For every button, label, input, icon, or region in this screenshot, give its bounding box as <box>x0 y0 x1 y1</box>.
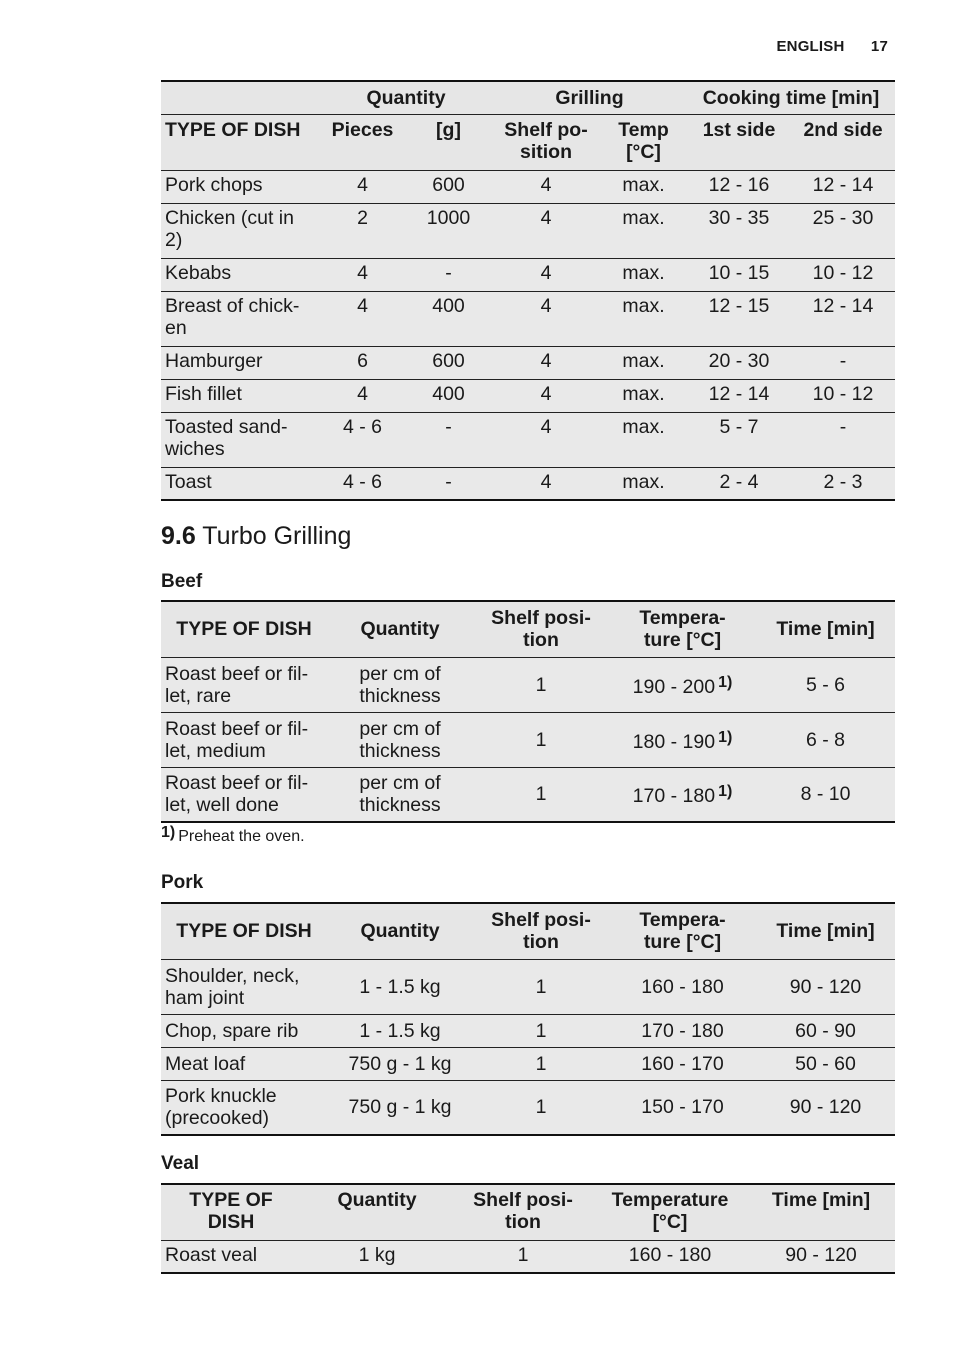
cell-value: max. <box>622 206 665 229</box>
cell-tempera-ture-c <box>609 767 756 822</box>
dish-name <box>161 346 320 379</box>
footnote-text: Preheat the oven. <box>178 828 305 845</box>
cell-temp-c <box>600 203 687 258</box>
dish-name <box>161 712 327 767</box>
cell-value: max. <box>622 261 665 284</box>
cell-value: Breast of chick- en <box>165 294 300 339</box>
cell-time-min <box>756 1014 895 1047</box>
cell-value: 180 - 190 <box>632 730 716 753</box>
cell-g <box>405 379 492 412</box>
footnote-marker: 1) <box>718 783 733 801</box>
dish-name <box>161 1240 301 1273</box>
cell-value: Chicken (cut in 2) <box>165 206 294 251</box>
cell-value: 1 <box>535 1052 547 1075</box>
cell-temp-c <box>600 412 687 467</box>
cell-2nd-side <box>791 291 895 346</box>
cell-value: 90 - 120 <box>789 1096 862 1119</box>
column-header-pieces: Pieces <box>320 114 405 170</box>
cell-value: 12 - 16 <box>708 173 770 196</box>
cell-value: 10 - 12 <box>812 382 874 405</box>
column-header-shelf-posi-tion: Shelf posi- tion <box>473 601 609 657</box>
table-row <box>161 467 895 500</box>
cell-value: 4 <box>357 173 368 196</box>
cell-shelf-po-sition <box>492 291 600 346</box>
cell-value: 4 <box>540 382 552 405</box>
column-header-tempera-ture-c: Tempera- ture [°C] <box>609 601 756 657</box>
column-header-shelf-po-sition: Shelf po- sition <box>492 114 600 170</box>
cell-quantity <box>301 1240 453 1273</box>
language-label: ENGLISH <box>776 38 845 55</box>
column-header-shelf-posi-tion: Shelf posi- tion <box>453 1184 593 1240</box>
cell-temp-c <box>600 170 687 203</box>
cell-quantity <box>327 657 473 712</box>
cell-value: 4 <box>540 261 552 284</box>
cell-shelf-posi-tion <box>473 1014 609 1047</box>
section-name: Turbo Grilling <box>202 522 352 550</box>
cell-value: 600 <box>432 173 465 196</box>
cell-value: Roast veal <box>165 1243 258 1266</box>
column-header-quantity: Quantity <box>327 903 473 959</box>
cell-tempera-ture-c <box>609 657 756 712</box>
table-row <box>161 346 895 379</box>
cell-value: 90 - 120 <box>785 1243 857 1266</box>
cell-value: 25 - 30 <box>812 206 874 229</box>
cell-value: Toasted sand- wiches <box>165 415 288 460</box>
cell-time-min <box>756 1080 895 1135</box>
cell-1st-side <box>687 291 791 346</box>
cell-value: max. <box>622 415 665 438</box>
header-quantity: Quantity <box>320 81 492 114</box>
cell-g <box>405 346 492 379</box>
cell-value: Chop, spare rib <box>165 1019 299 1042</box>
cell-value: 4 <box>540 470 552 493</box>
dish-name <box>161 467 320 500</box>
cell-pieces <box>320 412 405 467</box>
cell-value: 1 <box>535 1096 547 1119</box>
column-header-time-min: Time [min] <box>756 903 895 959</box>
cell-value: 12 - 14 <box>812 173 874 196</box>
cell-1st-side <box>687 379 791 412</box>
column-header-tempera-ture-c: Tempera- ture [°C] <box>609 903 756 959</box>
veal-title: Veal <box>161 1153 200 1174</box>
cell-1st-side <box>687 258 791 291</box>
cell-value: Pork knuckle (precooked) <box>165 1085 277 1130</box>
cell-value: 600 <box>432 349 465 372</box>
section-title <box>161 522 351 551</box>
cell-value: 1 <box>535 1019 547 1042</box>
cell-time-min <box>747 1240 895 1273</box>
column-header-1st-side: 1st side <box>687 114 791 170</box>
cell-time-min <box>756 657 895 712</box>
cell-2nd-side <box>791 412 895 467</box>
cell-shelf-posi-tion <box>473 959 609 1014</box>
cell-1st-side <box>687 346 791 379</box>
column-header-time-min: Time [min] <box>756 601 895 657</box>
table-row <box>161 291 895 346</box>
cell-value: 5 - 6 <box>805 673 846 696</box>
cell-value: 150 - 170 <box>641 1096 724 1119</box>
cell-value: 6 - 8 <box>805 728 846 751</box>
cell-quantity <box>327 767 473 822</box>
cell-value: 1 <box>535 673 547 696</box>
cell-value: 1 - 1.5 kg <box>359 1019 441 1042</box>
footnote-marker: 1) <box>718 728 733 746</box>
column-header-type-of-dish: TYPE OF DISH <box>161 1184 301 1240</box>
dish-name <box>161 203 320 258</box>
cell-tempera-ture-c <box>609 959 756 1014</box>
cell-1st-side <box>687 467 791 500</box>
cell-pieces <box>320 467 405 500</box>
cell-g <box>405 412 492 467</box>
cell-value: Fish fillet <box>165 382 242 405</box>
cell-shelf-po-sition <box>492 203 600 258</box>
cell-1st-side <box>687 170 791 203</box>
cell-pieces <box>320 379 405 412</box>
cell-temp-c <box>600 379 687 412</box>
cell-temp-c <box>600 258 687 291</box>
page-number: 17 <box>870 38 888 55</box>
cell-value: 6 <box>357 349 368 372</box>
cell-value: - <box>839 415 847 438</box>
cell-value: - <box>839 349 847 372</box>
page-header <box>776 38 888 55</box>
column-header-temp-c: Temp [°C] <box>600 114 687 170</box>
cell-g <box>405 291 492 346</box>
cell-1st-side <box>687 203 791 258</box>
cell-value: 1 <box>517 1243 529 1266</box>
cell-g <box>405 258 492 291</box>
table-row <box>161 379 895 412</box>
cell-value: max. <box>622 470 665 493</box>
cell-time-min <box>756 959 895 1014</box>
dish-name <box>161 959 327 1014</box>
cell-value: 5 - 7 <box>719 415 759 438</box>
cell-value: max. <box>622 382 665 405</box>
cell-value: max. <box>622 173 665 196</box>
cell-shelf-po-sition <box>492 170 600 203</box>
column-header-g: [g] <box>405 114 492 170</box>
cell-value: 160 - 180 <box>628 1243 712 1266</box>
cell-value: 190 - 200 <box>632 675 716 698</box>
cell-value: 4 <box>540 173 552 196</box>
cell-value: - <box>445 415 452 438</box>
cell-shelf-po-sition <box>492 467 600 500</box>
cell-quantity <box>327 1080 473 1135</box>
cell-value: - <box>445 470 452 493</box>
dish-name <box>161 1080 327 1135</box>
table-row <box>161 258 895 291</box>
cell-value: 4 <box>357 294 368 317</box>
dish-name <box>161 657 327 712</box>
table-row <box>161 959 895 1014</box>
cell-value: 750 g - 1 kg <box>348 1052 452 1075</box>
table-row <box>161 712 895 767</box>
cell-quantity <box>327 1014 473 1047</box>
cell-value: 20 - 30 <box>708 349 770 372</box>
column-header-temperature-c: Temperature [°C] <box>593 1184 747 1240</box>
column-header-quantity: Quantity <box>301 1184 453 1240</box>
table-row <box>161 1047 895 1080</box>
cell-value: 8 - 10 <box>800 783 851 806</box>
cell-shelf-posi-tion <box>473 657 609 712</box>
column-header-time-min: Time [min] <box>747 1184 895 1240</box>
cell-pieces <box>320 291 405 346</box>
cell-quantity <box>327 1047 473 1080</box>
beef-table <box>161 600 895 823</box>
cell-value: 2 - 3 <box>823 470 863 493</box>
cell-quantity <box>327 712 473 767</box>
table-row <box>161 203 895 258</box>
cell-temperature-c <box>593 1240 747 1273</box>
table-row <box>161 1014 895 1047</box>
dish-name <box>161 258 320 291</box>
column-header-type-of-dish: TYPE OF DISH <box>161 114 320 170</box>
cell-value: 4 <box>540 415 552 438</box>
cell-2nd-side <box>791 170 895 203</box>
cell-pieces <box>320 346 405 379</box>
beef-title: Beef <box>161 571 203 592</box>
column-header-quantity: Quantity <box>327 601 473 657</box>
cell-value: 400 <box>432 294 465 317</box>
cell-value: 2 - 4 <box>719 470 759 493</box>
cell-g <box>405 203 492 258</box>
dish-name <box>161 412 320 467</box>
cell-pieces <box>320 170 405 203</box>
column-header-2nd-side: 2nd side <box>791 114 895 170</box>
table-row <box>161 412 895 467</box>
cell-value: per cm of thickness <box>359 717 441 762</box>
cell-value: Roast beef or fil- let, medium <box>165 717 309 762</box>
cell-2nd-side <box>791 203 895 258</box>
header-cooking-time: Cooking time [min] <box>687 81 895 114</box>
cell-value: Shoulder, neck, ham joint <box>165 964 300 1009</box>
cell-value: 4 <box>540 294 552 317</box>
cell-value: 4 <box>357 382 368 405</box>
cell-g <box>405 467 492 500</box>
cell-value: 1000 <box>426 206 471 229</box>
cell-time-min <box>756 767 895 822</box>
cell-value: 4 <box>540 349 552 372</box>
cell-time-min <box>756 712 895 767</box>
footnote <box>161 824 305 846</box>
table-row <box>161 1240 895 1273</box>
cell-value: 160 - 180 <box>641 975 724 998</box>
cell-value: 4 - 6 <box>342 415 383 438</box>
cell-value: 160 - 170 <box>641 1052 724 1075</box>
cell-time-min <box>756 1047 895 1080</box>
cell-value: 60 - 90 <box>795 1019 856 1042</box>
cell-temp-c <box>600 467 687 500</box>
cell-value: 4 - 6 <box>342 470 383 493</box>
cell-tempera-ture-c <box>609 1047 756 1080</box>
cell-value: Hamburger <box>165 349 263 372</box>
footnote-mark: 1) <box>161 824 176 841</box>
header-empty <box>161 81 320 114</box>
cell-tempera-ture-c <box>609 1080 756 1135</box>
cell-value: 170 - 180 <box>632 785 716 808</box>
dish-name <box>161 291 320 346</box>
table-row <box>161 657 895 712</box>
cell-shelf-po-sition <box>492 412 600 467</box>
grilling-table <box>161 80 895 501</box>
cell-value: 12 - 14 <box>812 294 874 317</box>
cell-2nd-side <box>791 346 895 379</box>
cell-temp-c <box>600 346 687 379</box>
cell-2nd-side <box>791 467 895 500</box>
cell-value: 50 - 60 <box>795 1052 856 1075</box>
dish-name <box>161 767 327 822</box>
footnote-marker: 1) <box>718 673 733 691</box>
pork-title: Pork <box>161 872 204 893</box>
cell-value: 750 g - 1 kg <box>348 1096 452 1119</box>
cell-quantity <box>327 959 473 1014</box>
cell-shelf-po-sition <box>492 379 600 412</box>
cell-shelf-posi-tion <box>473 712 609 767</box>
table-row <box>161 1080 895 1135</box>
column-header-shelf-posi-tion: Shelf posi- tion <box>473 903 609 959</box>
cell-value: 4 <box>357 261 368 284</box>
cell-shelf-posi-tion <box>473 1047 609 1080</box>
cell-value: per cm of thickness <box>359 772 441 817</box>
cell-value: 1 <box>535 975 547 998</box>
cell-value: 4 <box>540 206 552 229</box>
cell-value: 170 - 180 <box>641 1019 724 1042</box>
cell-value: 400 <box>432 382 465 405</box>
veal-table <box>161 1183 895 1274</box>
cell-1st-side <box>687 412 791 467</box>
cell-tempera-ture-c <box>609 1014 756 1047</box>
cell-value: Pork chops <box>165 173 263 196</box>
cell-2nd-side <box>791 379 895 412</box>
cell-value: 90 - 120 <box>789 975 862 998</box>
cell-value: max. <box>622 294 665 317</box>
dish-name <box>161 1014 327 1047</box>
cell-value: per cm of thickness <box>359 662 441 707</box>
cell-shelf-po-sition <box>492 258 600 291</box>
cell-value: 30 - 35 <box>708 206 770 229</box>
cell-shelf-posi-tion <box>473 767 609 822</box>
cell-value: 2 <box>357 206 368 229</box>
dish-name <box>161 379 320 412</box>
column-header-type-of-dish: TYPE OF DISH <box>161 601 327 657</box>
cell-value: Roast beef or fil- let, rare <box>165 662 309 707</box>
cell-pieces <box>320 258 405 291</box>
cell-value: 1 kg <box>358 1243 396 1266</box>
cell-value: 1 <box>535 783 547 806</box>
cell-shelf-po-sition <box>492 346 600 379</box>
cell-shelf-posi-tion <box>473 1080 609 1135</box>
cell-value: - <box>445 261 452 284</box>
cell-value: 10 - 15 <box>708 261 770 284</box>
column-header-type-of-dish: TYPE OF DISH <box>161 903 327 959</box>
cell-value: 12 - 14 <box>708 382 770 405</box>
pork-table <box>161 902 895 1136</box>
cell-value: 10 - 12 <box>812 261 874 284</box>
table-row <box>161 767 895 822</box>
cell-tempera-ture-c <box>609 712 756 767</box>
cell-shelf-posi-tion <box>453 1240 593 1273</box>
cell-value: Roast beef or fil- let, well done <box>165 772 309 817</box>
cell-value: Kebabs <box>165 261 232 284</box>
cell-2nd-side <box>791 258 895 291</box>
cell-temp-c <box>600 291 687 346</box>
cell-value: Meat loaf <box>165 1052 246 1075</box>
cell-value: 1 - 1.5 kg <box>359 975 441 998</box>
cell-value: Toast <box>165 470 212 493</box>
cell-value: 12 - 15 <box>708 294 770 317</box>
section-number: 9.6 <box>161 522 196 550</box>
cell-value: 1 <box>535 728 547 751</box>
cell-pieces <box>320 203 405 258</box>
table-row <box>161 170 895 203</box>
cell-value: max. <box>622 349 665 372</box>
dish-name <box>161 170 320 203</box>
dish-name <box>161 1047 327 1080</box>
cell-g <box>405 170 492 203</box>
header-grilling: Grilling <box>492 81 687 114</box>
